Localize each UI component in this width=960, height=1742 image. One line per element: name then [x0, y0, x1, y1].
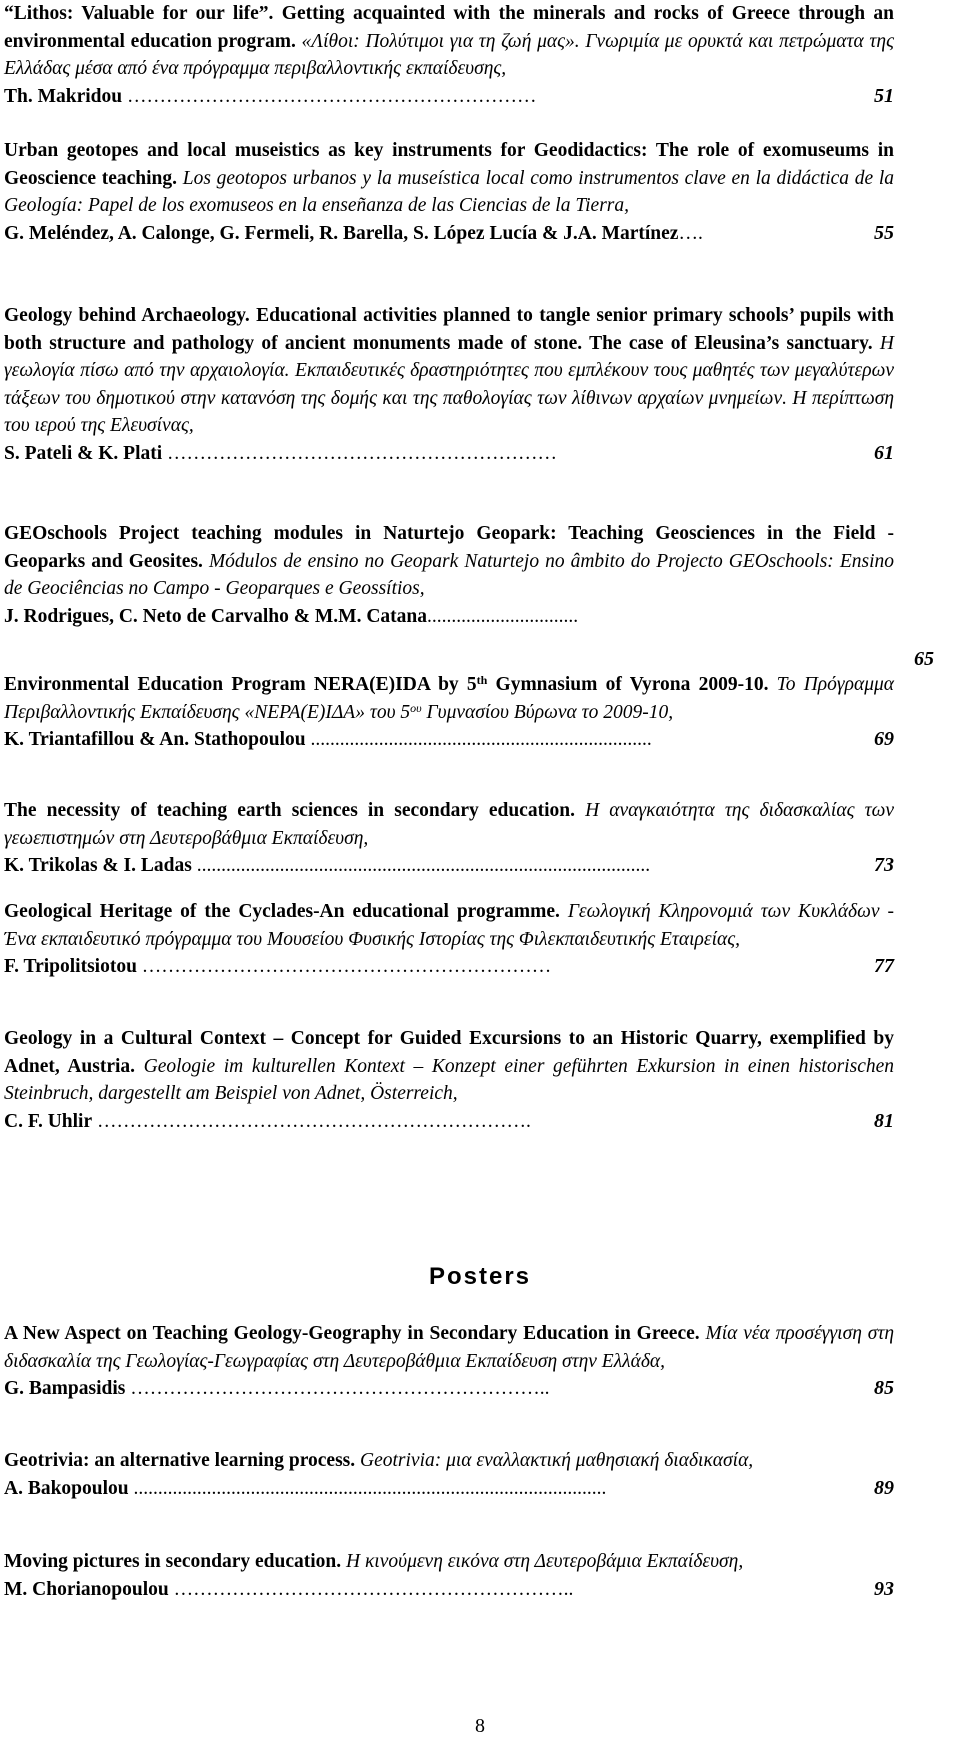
entry-authors: J. Rodrigues, C. Neto de Carvalho & M.M. Catana [4, 605, 428, 627]
toc-entry [4, 1025, 894, 1135]
entry-author-line [4, 953, 894, 981]
entry-title: The necessity of teaching earth sciences in secondary education. [4, 800, 575, 821]
entry-authors: C. F. Uhlir [4, 1110, 93, 1132]
leader-dots: …………………………………………………….. [168, 1578, 574, 1600]
page-number: 93 [874, 1577, 894, 1600]
leader-dots: ……………………………………………………… [122, 85, 537, 107]
leader-dots: ............................... [427, 605, 579, 627]
entry-translation-rest: Γυμνασίου Βύρωνα το 2009-10, [421, 701, 674, 723]
leader-dots: …………………………………………………………. [92, 1110, 531, 1132]
entry-authors: G. Bampasidis [4, 1378, 126, 1400]
entry-translation: Η γεωλογία πίσω από την αρχαιολογία. Εκπαιδευτικές δραστηριότητες που εμπλέκουν τους μαθητές των μεγαλύτερων τάξεων του δημοτικού στην κατανόση της δομής και της παθολογίας των λίθινων αρχαίων μνημείων. Η περίπτωση του ιερού της Ελευσίνας, [4, 332, 894, 437]
entry-author-line [4, 1375, 894, 1403]
page-number: 77 [874, 955, 894, 978]
page-number: 69 [874, 728, 894, 751]
entry-author-line [4, 1576, 894, 1604]
entry-authors: S. Pateli & K. Plati [4, 442, 163, 464]
entry-translation-superscript: ου [410, 700, 422, 715]
entry-author-line [4, 852, 894, 880]
entry-author-line [4, 440, 894, 468]
entry-authors: M. Chorianopoulou [4, 1578, 169, 1600]
entry-authors: K. Trikolas & I. Ladas [4, 855, 192, 877]
entry-title: Geology in a Cultural Context – Concept for Guided Excursions to an Historic Quarry, exemplified by Adnet, Austria. [4, 1028, 894, 1077]
entry-title: Geology behind Archaeology. Educational activities planned to tangle senior primary schools’ pupils with both structure and pathology of ancient monuments made of stone. The case of Eleusina’s sanctuary. [4, 305, 894, 354]
leader-dots: ............................................................................................. [191, 855, 651, 877]
entry-title: Moving pictures in secondary education. [4, 1551, 342, 1572]
entry-translation: Geologie im kulturellen Kontext – Konzept einer geführten Exkursion in einen historischen Steinbruch, dargestellt am Beispiel von Adnet, Österreich, [4, 1055, 894, 1105]
entry-title-rest: Gymnasium of Vyrona 2009-10. [487, 674, 769, 695]
entry-author-line [4, 603, 894, 631]
leader-dots: …. [678, 222, 703, 244]
page-number: 81 [874, 1109, 894, 1132]
entry-author-line [4, 726, 894, 754]
entry-translation: Geotrivia: μια εναλλακτική μαθησιακή διαδικασία, [355, 1450, 754, 1471]
entry-authors: F. Tripolitsiotou [4, 956, 137, 978]
entry-authors: A. Bakopoulou [4, 1477, 129, 1499]
page-number: 51 [874, 84, 894, 107]
entry-translation: Η αναγκαιότητα της διδασκαλίας των γεωεπιστημών στη Δευτεροβάθμια Εκπαίδευση, [4, 800, 894, 849]
entry-translation: Μία νέα προσέγγιση στη διδασκαλία της Γεωλογίας-Γεωγραφίας στη Δευτεροβάθμια Εκπαίδευση στην Ελλάδα, [4, 1323, 894, 1372]
entry-author-line [4, 83, 894, 111]
page-number: 61 [874, 441, 894, 464]
entry-translation: Los geotopos urbanos y la museística local como instrumentos clave en la didáctica de la Geología: Papel de los exomuseos en la enseñanza de las Ciencias de la Tierra, [4, 167, 894, 217]
entry-translation: Γεωλογική Κληρονομιά των Κυκλάδων - Ένα εκπαιδευτικό πρόγραμμα του Μουσείου Φυσικής Ιστορίας της Φιλεκπαιδευτικής Εταιρείας, [4, 901, 894, 950]
page-number: 89 [874, 1476, 894, 1499]
poster-entry [4, 1320, 894, 1403]
entry-title: Urban geotopes and local museistics as key instruments for Geodidactics: The role of exomuseums in Geoscience teaching. [4, 140, 894, 189]
entry-translation: Το Πρόγραμμα Περιβαλλοντικής Εκπαίδευσης «ΝΕΡΑ(Ε)ΙΔΑ» του 5 [4, 674, 895, 723]
entry-author-line [4, 220, 894, 248]
toc-entry [4, 302, 894, 468]
entry-title: “Lithos: Valuable for our life”. Getting acquainted with the minerals and rocks of Greece through an environmental education program. [4, 3, 894, 52]
page-number: 73 [874, 854, 894, 877]
entry-title: GEOschools Project teaching modules in Naturtejo Geopark: Teaching Geosciences in the Field - Geoparks and Geosites. [4, 523, 894, 572]
entry-translation: Módulos de ensino no Geopark Naturtejo no âmbito do Projecto GEOschools: Ensino de Geociências no Campo - Geoparques e Geossítios, [4, 550, 894, 600]
entry-author-line [4, 1475, 894, 1503]
toc-entry [4, 671, 894, 754]
section-heading-posters: Posters [428, 1263, 532, 1290]
entry-authors: Th. Makridou [4, 85, 123, 107]
entry-translation: «Λίθοι: Πολύτιμοι για τη ζωή μας». Γνωριμία με ορυκτά και πετρώματα της Ελλάδας μέσα από ένα πρόγραμμα περιβαλλοντικής εκπαίδευσης, [4, 30, 894, 80]
page-number: 85 [874, 1377, 894, 1400]
leader-dots: ...................................................................... [305, 729, 652, 751]
toc-entry [4, 0, 894, 110]
entry-title-superscript: th [476, 673, 488, 687]
leader-dots: ................................................................................................. [128, 1477, 607, 1499]
toc-entry [4, 137, 894, 247]
toc-entry [4, 520, 894, 630]
entry-title: A New Aspect on Teaching Geology-Geography in Secondary Education in Greece. [4, 1323, 700, 1344]
page-number: 65 [914, 648, 934, 670]
poster-entry [4, 1548, 894, 1603]
leader-dots: …………………………………………………… [162, 442, 558, 464]
entry-title: Environmental Education Program NERA(E)IDA by 5 [4, 674, 477, 695]
entry-title: Geological Heritage of the Cyclades-An educational programme. [4, 901, 560, 922]
entry-authors: K. Triantafillou & An. Stathopoulou [4, 729, 306, 751]
toc-entry [4, 898, 894, 981]
entry-translation: Η κινούμενη εικόνα στη Δευτεροβάμια Εκπαίδευση, [341, 1551, 744, 1572]
toc-entry [4, 797, 894, 880]
poster-entry [4, 1447, 894, 1502]
page-number: 55 [874, 221, 894, 244]
leader-dots: ……………………………………………………….. [125, 1378, 550, 1400]
leader-dots: ……………………………………………………… [136, 956, 552, 978]
footer-page-number: 8 [475, 1715, 485, 1737]
entry-authors: G. Meléndez, A. Calonge, G. Fermeli, R. Barella, S. López Lucía & J.A. Martínez [4, 222, 679, 244]
entry-author-line [4, 1108, 894, 1136]
entry-title: Geotrivia: an alternative learning process. [4, 1450, 356, 1471]
